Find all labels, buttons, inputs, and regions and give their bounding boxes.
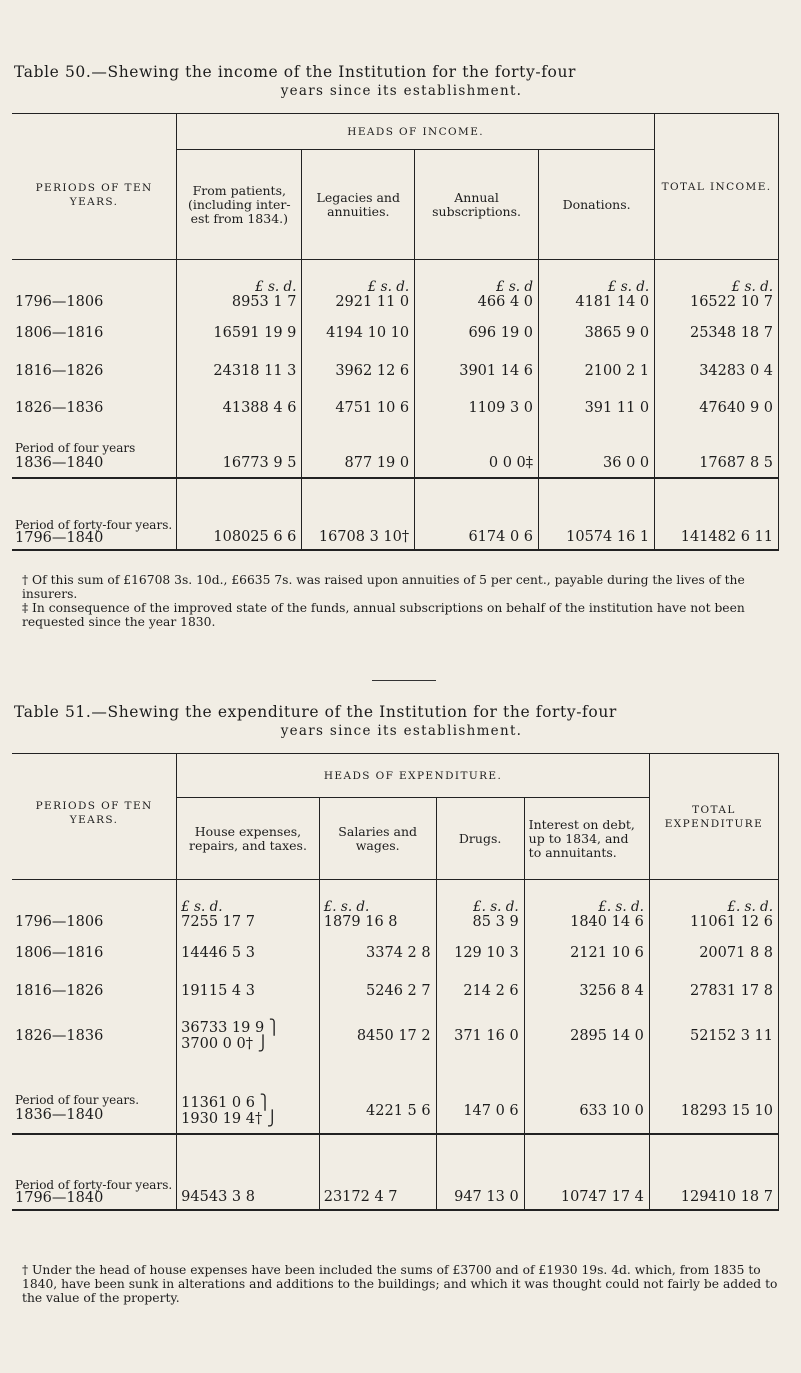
value-cell: 85 3 9 <box>472 913 519 930</box>
value-cell: 5246 2 7 <box>319 972 436 1010</box>
period-cell: 1826—1836 <box>12 390 177 426</box>
table-row <box>12 314 779 352</box>
table-row <box>12 260 779 314</box>
income-total-header: TOTAL INCOME. <box>655 114 779 260</box>
table-row <box>12 352 779 390</box>
period-cell: 1816—1826 <box>12 352 177 390</box>
table-row <box>12 880 779 934</box>
income-periods-header: PERIODS OF TEN YEARS. <box>12 114 177 260</box>
table-50-subtitle: years since its establishment. <box>280 83 523 99</box>
value-cell: 4181 14 0 <box>575 293 650 310</box>
value-cell: 2895 14 0 <box>524 1010 649 1062</box>
value-cell: 94543 3 8 <box>177 1134 320 1210</box>
unit-label: £. s. d. <box>598 898 644 915</box>
expenditure-col-drugs: Drugs. <box>436 798 524 880</box>
expenditure-table <box>12 753 779 1211</box>
value-cell: 17687 8 5 <box>655 426 779 478</box>
value-cell: 18293 15 10 <box>649 1062 778 1134</box>
period-cell: 1836—1840 <box>15 1106 104 1123</box>
value-cell: 47640 9 0 <box>655 390 779 426</box>
value-cell: 2100 2 1 <box>539 352 655 390</box>
value-cell: 24318 11 3 <box>177 352 302 390</box>
value-cell: 466 4 0 <box>477 293 534 310</box>
table-50-title-line: Table 50.—Shewing the income of the Institution for the forty-four <box>14 63 577 81</box>
period-cell: 1816—1826 <box>12 972 177 1010</box>
value-cell: 16591 19 9 <box>177 314 302 352</box>
section-divider <box>372 680 436 681</box>
expenditure-total-header: TOTAL EXPENDITURE <box>649 754 778 880</box>
value-cell: 27831 17 8 <box>649 972 778 1010</box>
period-cell: 1806—1816 <box>12 314 177 352</box>
value-cell: 3962 12 6 <box>302 352 415 390</box>
income-table <box>12 113 779 551</box>
period-note: Period of forty-four years. <box>15 517 173 532</box>
value-cell: 2121 10 6 <box>524 934 649 972</box>
table-51-title-line: Table 51.—Shewing the expenditure of the Institution for the forty-four <box>14 703 617 721</box>
value-cell: 129 10 3 <box>436 934 524 972</box>
value-cell: 8953 1 7 <box>231 293 297 310</box>
income-col-patients: From patients, (including inter-est from 1834.) <box>177 150 302 260</box>
value-cell: 4751 10 6 <box>302 390 415 426</box>
period-cell: 1796—1806 <box>12 880 177 934</box>
value-cell: 16708 3 10† <box>302 478 415 550</box>
value-cell: 1840 14 6 <box>570 913 644 930</box>
period-note: Period of forty-four years. <box>15 1177 173 1192</box>
table-51-title <box>14 703 789 741</box>
income-col-subscriptions: Annual subscriptions. <box>415 150 539 260</box>
income-footnote-1: † Of this sum of £16708 3s. 10d., £6635 7s. was raised upon annuities of 5 per cent., payable during the lives of the insurers. <box>22 573 745 601</box>
table-row <box>12 972 779 1010</box>
value-cell-extra: 3700 0 0† ⎭ <box>181 1035 269 1052</box>
unit-label: £. s. d. <box>323 898 370 915</box>
expenditure-group-header: HEADS OF EXPENDITURE. <box>177 754 650 798</box>
unit-label: £ s. d. <box>367 278 410 295</box>
expenditure-footnote: † Under the head of house expenses have been included the sums of £3700 and of £1930 19s. 4d. which, from 1835 to 1840, have been sunk in alterations and additions to the buildings; and which it was thought could not fairly be added to the value of the property. <box>22 1263 778 1305</box>
value-cell: 129410 18 7 <box>649 1134 778 1210</box>
value-cell: 371 16 0 <box>436 1010 524 1062</box>
value-cell: 696 19 0 <box>415 314 539 352</box>
table-row-total <box>12 1134 779 1210</box>
value-cell: 16773 9 5 <box>177 426 302 478</box>
period-note: Period of four years <box>15 440 136 455</box>
value-cell: 1109 3 0 <box>415 390 539 426</box>
expenditure-col-interest: Interest on debt, up to 1834, and to annuitants. <box>524 798 649 880</box>
income-col-legacies: Legacies and annuities. <box>302 150 415 260</box>
expenditure-col-house: House expenses, repairs, and taxes. <box>177 798 320 880</box>
period-cell: 1796—1840 <box>15 529 104 546</box>
period-cell: 1796—1806 <box>12 260 177 314</box>
value-cell: 3374 2 8 <box>319 934 436 972</box>
table-row <box>12 934 779 972</box>
value-cell: 34283 0 4 <box>655 352 779 390</box>
expenditure-col-salaries: Salaries and wages. <box>319 798 436 880</box>
value-cell: 41388 4 6 <box>177 390 302 426</box>
value-cell: 36733 19 9 ⎫ <box>181 1019 280 1036</box>
value-cell: 10747 17 4 <box>524 1134 649 1210</box>
value-cell: 6174 0 6 <box>415 478 539 550</box>
value-cell: 877 19 0 <box>302 426 415 478</box>
value-cell: 11361 0 6 ⎫ <box>181 1094 271 1111</box>
value-cell: 633 10 0 <box>524 1062 649 1134</box>
expenditure-periods-header: PERIODS OF TEN YEARS. <box>12 754 177 880</box>
value-cell: 0 0 0‡ <box>415 426 539 478</box>
value-cell: 3865 9 0 <box>539 314 655 352</box>
value-cell: 14446 5 3 <box>177 934 320 972</box>
period-cell: 1806—1816 <box>12 934 177 972</box>
value-cell: 11061 12 6 <box>689 913 773 930</box>
value-cell: 25348 18 7 <box>655 314 779 352</box>
unit-label: £ s. d. <box>607 278 650 295</box>
value-cell: 16522 10 7 <box>689 293 773 310</box>
value-cell: 108025 6 6 <box>177 478 302 550</box>
unit-label: £ s. d <box>495 278 534 295</box>
value-cell: 147 0 6 <box>436 1062 524 1134</box>
table-row <box>12 1010 779 1062</box>
value-cell: 36 0 0 <box>539 426 655 478</box>
unit-label: £ s. d. <box>255 278 297 295</box>
value-cell: 7255 17 7 <box>181 913 255 930</box>
unit-label: £. s. d. <box>473 898 519 915</box>
income-footnote-2: ‡ In consequence of the improved state of the funds, annual subscriptions on behalf of the institution have not been requested since the year 1830. <box>22 601 745 629</box>
value-cell: 23172 4 7 <box>319 1134 436 1210</box>
value-cell: 3901 14 6 <box>415 352 539 390</box>
table-row-total <box>12 478 779 550</box>
value-cell: 52152 3 11 <box>649 1010 778 1062</box>
value-cell: 4194 10 10 <box>302 314 415 352</box>
value-cell: 20071 8 8 <box>649 934 778 972</box>
value-cell: 214 2 6 <box>436 972 524 1010</box>
table-51-subtitle: years since its establishment. <box>280 723 523 739</box>
period-cell: 1836—1840 <box>15 454 104 471</box>
value-cell: 2921 11 0 <box>335 293 410 310</box>
value-cell: 1879 16 8 <box>323 913 398 930</box>
unit-label: £. s. d. <box>727 898 773 915</box>
table-row <box>12 390 779 426</box>
value-cell: 391 11 0 <box>539 390 655 426</box>
table-50-title <box>14 63 789 101</box>
value-cell: 947 13 0 <box>436 1134 524 1210</box>
value-cell: 141482 6 11 <box>655 478 779 550</box>
table-row <box>12 426 779 478</box>
period-note: Period of four years. <box>15 1092 140 1107</box>
value-cell-extra: 1930 19 4† ⎭ <box>181 1110 278 1127</box>
value-cell: 8450 17 2 <box>319 1010 436 1062</box>
income-group-header: HEADS OF INCOME. <box>177 114 655 150</box>
unit-label: £ s. d. <box>181 898 223 915</box>
period-cell: 1826—1836 <box>12 1010 177 1062</box>
table-row <box>12 1062 779 1134</box>
value-cell: 4221 5 6 <box>319 1062 436 1134</box>
value-cell: 19115 4 3 <box>177 972 320 1010</box>
unit-label: £ s. d. <box>731 278 773 295</box>
value-cell: 3256 8 4 <box>524 972 649 1010</box>
income-col-donations: Donations. <box>539 150 655 260</box>
period-cell: 1796—1840 <box>15 1189 104 1206</box>
value-cell: 10574 16 1 <box>539 478 655 550</box>
